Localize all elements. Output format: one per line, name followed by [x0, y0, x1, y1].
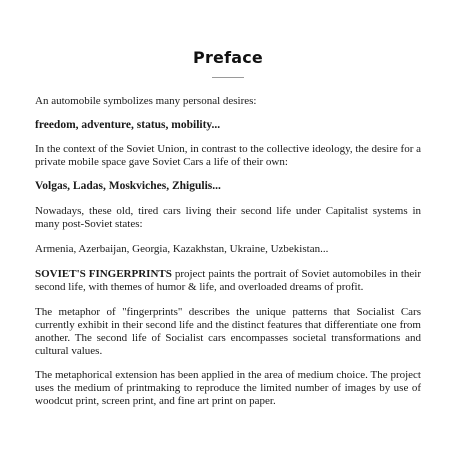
paragraph-countries: Armenia, Azerbaijan, Georgia, Kazakhstan, Ukraine, Uzbekistan... [35, 243, 329, 255]
paragraph-car-models: Volgas, Ladas, Moskviches, Zhigulis... [35, 180, 221, 192]
project-description: project paints the portrait of Soviet automobiles in their second life, with themes of humor & life, and overloaded dreams of profit. [35, 268, 421, 293]
title-divider [212, 77, 244, 78]
paragraph-fingerprints-metaphor: The metaphor of "fingerprints" describes the unique patterns that Socialist Cars currently exhibit in their second life and the distinct features that differentiate one from another. The second life of Socialist cars encompasses societal transformations and cultural values. [35, 306, 421, 357]
paragraph-desires: freedom, adventure, status, mobility... [35, 119, 221, 131]
paragraph-medium: The metaphorical extension has been applied in the area of medium choice. The project uses the medium of printmaking to reproduce the limited number of images by use of woodcut print, screen print, and fine art print on paper. [35, 369, 421, 407]
paragraph-soviet-context: In the context of the Soviet Union, in contrast to the collective ideology, the desire for a private mobile space gave Soviet Cars a life of their own: [35, 143, 422, 168]
page-title: Preface [193, 48, 263, 67]
paragraph-second-life: Nowadays, these old, tired cars living their second life under Capitalist systems in many post-Soviet states: [35, 205, 421, 230]
document-page [35, 48, 421, 408]
paragraph-project [35, 268, 421, 294]
project-name: SOVIET'S FINGERPRINTS [35, 268, 172, 280]
paragraph-intro: An automobile symbolizes many personal desires: [35, 95, 257, 107]
